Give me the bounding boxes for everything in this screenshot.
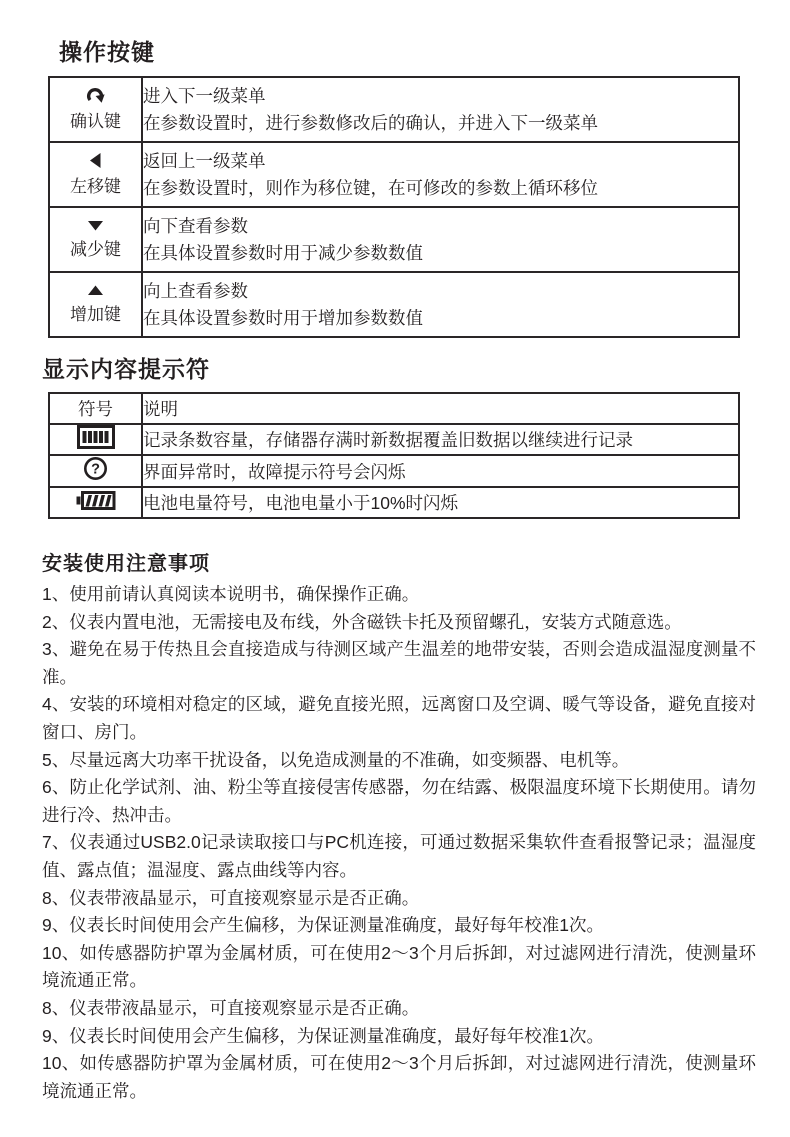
key-description-cell [142,272,739,337]
description-line: 在参数设置时，进行参数修改后的确认，并进入下一级菜单 [143,112,598,133]
section-title-installation-notes: 安装使用注意事项 [42,553,210,575]
note-item: 10、如传感器防护罩为金属材质，可在使用2～3个月后拆卸，对过滤网进行清洗，使测量环境流通正常。 [42,1053,756,1101]
symbol-description: 界面异常时，故障提示符号会闪烁 [142,455,739,487]
left-triangle-icon [88,152,103,169]
note-item: 9、仪表长时间使用会产生偏移，为保证测量准确度，最好每年校准1次。 [42,1025,604,1046]
note-item: 6、防止化学试剂、油、粉尘等直接侵害传感器，勿在结露、极限温度环境下长期使用。请勿进行冷、热冲击。 [42,777,756,825]
down-triangle-icon [87,219,104,232]
description-line: 进入下一级菜单 [143,85,266,106]
key-description-cell [142,77,739,142]
description-line: 向上查看参数 [143,280,248,301]
table-header-row [49,393,739,424]
key-name: 减少键 [70,240,121,259]
description-line: 在具体设置参数时用于增加参数数值 [143,307,423,328]
key-description-cell [142,207,739,272]
table-row [49,424,739,455]
note-item: 2、仪表内置电池，无需接电及布线，外含磁铁卡托及预留螺孔，安装方式随意选。 [42,611,682,632]
note-item: 1、使用前请认真阅读本说明书，确保操作正确。 [42,584,420,604]
note-item: 9、仪表长时间使用会产生偏移，为保证测量准确度，最好每年校准1次。 [42,915,604,936]
table-row [49,455,739,487]
section-title-operation-keys: 操作按键 [59,39,155,65]
note-item: 8、仪表带液晶显示，可直接观察显示是否正确。 [42,887,420,908]
description-line: 在具体设置参数时用于减少参数数值 [143,242,423,263]
key-name: 确认键 [70,112,121,131]
note-item: 3、避免在易于传热且会直接造成与待测区域产生温差的地带安装，否则会造成温湿度测量不准。 [42,639,756,687]
key-symbol-cell [49,272,142,337]
key-symbol-cell [49,207,142,272]
symbol-description: 电池电量符号，电池电量小于10%时闪烁 [142,487,739,518]
battery-level-icon [76,490,116,511]
key-description-cell [142,142,739,207]
note-item: 5、尽量远离大功率干扰设备，以免造成测量的不准确，如变频器、电机等。 [42,749,630,770]
up-triangle-icon [87,284,104,297]
description-line: 向下查看参数 [143,215,248,236]
display-symbols-table [48,392,740,519]
note-item: 7、仪表通过USB2.0记录读取接口与PC机连接，可通过数据采集软件查看报警记录；温湿度值、露点值；温湿度、露点曲线等内容。 [42,832,756,880]
key-symbol-cell [49,77,142,142]
table-row [49,142,739,207]
table-row [49,207,739,272]
note-item: 8、仪表带液晶显示，可直接观察显示是否正确。 [42,997,420,1018]
fault-question-icon [83,456,108,481]
table-row [49,487,739,518]
description-line: 在参数设置时，则作为移位键，在可修改的参数上循环移位 [143,177,598,198]
table-row [49,77,739,142]
key-name: 左移键 [70,177,121,196]
operation-keys-table [48,76,740,338]
symbol-description: 记录条数容量，存储器存满时新数据覆盖旧数据以继续进行记录 [142,424,739,455]
description-line: 返回上一级菜单 [143,150,266,171]
table-row [49,272,739,337]
installation-notes [42,581,756,1105]
section-title-display-symbols: 显示内容提示符 [42,356,210,382]
key-name: 增加键 [70,305,121,324]
confirm-rotate-icon [85,87,106,104]
note-item: 4、安装的环境相对稳定的区域，避免直接光照，远离窗口及空调、暖气等设备，避免直接对窗口、房门。 [42,694,756,742]
column-header-symbol: 符号 [49,393,142,424]
key-symbol-cell [49,142,142,207]
column-header-description: 说明 [142,393,739,424]
svg-text:?: ? [91,461,100,478]
note-item: 10、如传感器防护罩为金属材质，可在使用2～3个月后拆卸，对过滤网进行清洗，使测量环境流通正常。 [42,942,756,991]
record-capacity-icon [77,425,115,449]
